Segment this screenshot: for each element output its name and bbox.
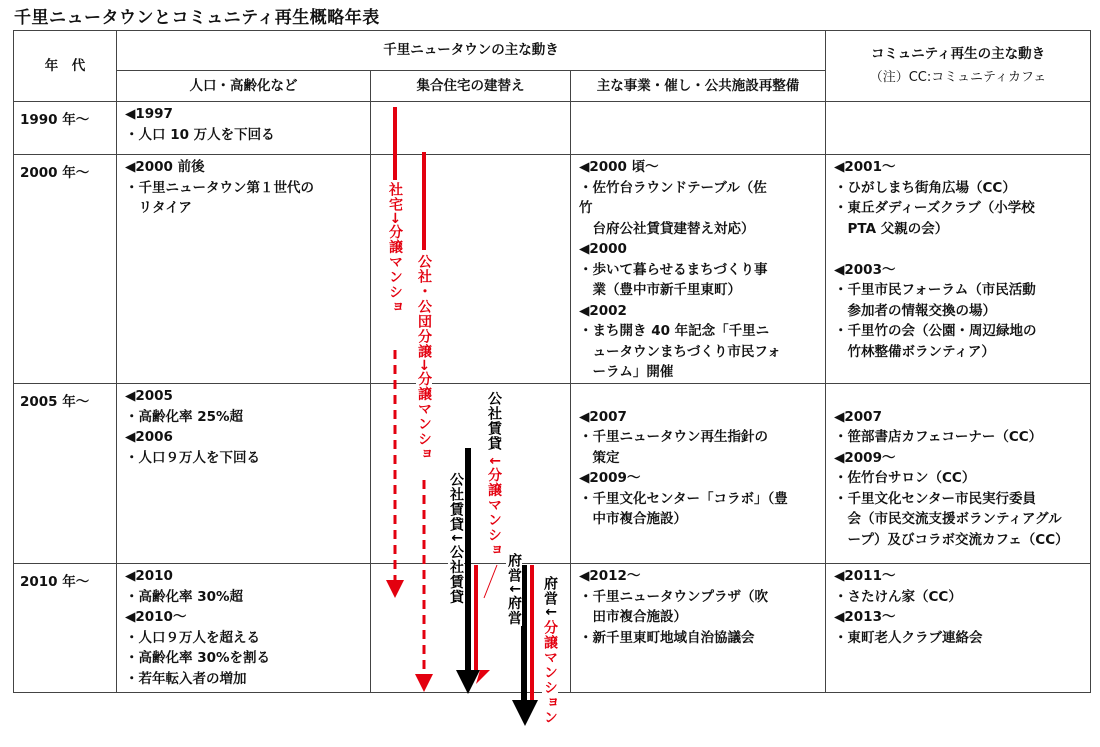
cell-line: ◀2007 [834, 408, 882, 425]
cell-line [834, 239, 1084, 260]
cell-line: ・千里文化センター「コラボ」（豊 [579, 490, 788, 507]
cell-line: ◀2002 [579, 302, 627, 319]
cell-line: ・人口９万人を下回る [125, 449, 260, 466]
cell-line: ・新千里東町地域自治協議会 [579, 629, 755, 646]
cell-line: ◀2007 [579, 408, 627, 425]
header-era: 年 代 [14, 31, 117, 102]
cell-line: ◀1997 [125, 106, 173, 122]
header-population: 人口・高齢化など [117, 71, 371, 102]
cell-line: ◀2009～ [834, 449, 896, 466]
flow-label-6-top: 府営↓ [542, 576, 558, 619]
cell-line: ・人口９万人を超える [125, 629, 260, 646]
cell-line: ・歩いて暮らせるまちづくり事 [579, 261, 768, 278]
cell-line: ・高齢化率 30%超 [125, 588, 244, 605]
cell-line: 竹 [579, 200, 593, 216]
cell-line [579, 386, 819, 407]
flow-label-6-bottom: 分譲マンション [542, 620, 558, 725]
cell-line: 中市複合施設） [579, 511, 687, 527]
header-group: 千里ニュータウンの主な動き [117, 31, 826, 71]
cell-line: ・東町老人クラブ連絡会 [834, 629, 983, 646]
cell-line: ・ひがしまち街角広場（CC） [834, 179, 1016, 196]
flow-label-3-top: 公社賃貸 [486, 391, 502, 451]
housing-2005 [371, 384, 571, 564]
cell-line: ◀2001～ [834, 159, 896, 175]
cell-line: ープ）及びコラボ交流カフェ（CC） [834, 531, 1069, 548]
header-community-note: （注）CC:コミュニティカフェ [869, 70, 1047, 85]
flow-arrow-5-head [512, 700, 538, 726]
flow-label-2: 公社・公団分譲→分譲マンショ [416, 254, 432, 462]
cell-line: 田市複合施設） [579, 609, 687, 625]
cell-line [834, 386, 1084, 407]
cell-line: ・千里ニュータウンプラザ（吹 [579, 588, 768, 605]
era-2000: 2000 年～ [14, 155, 117, 384]
cell-line: ・さたけん家（CC） [834, 588, 962, 605]
cell-line: 竹林整備ボランティア） [834, 343, 995, 360]
cell-line: ・千里竹の会（公園・周辺緑地の [834, 323, 1037, 339]
population-2010 [117, 564, 371, 693]
population-2000 [117, 155, 371, 384]
flow-label-4: 公社賃貸↓公社賃貸 [448, 472, 464, 605]
cell-line: ・千里文化センター市民実行委員 [834, 490, 1036, 507]
cell-line: PTA 父親の会） [834, 220, 949, 237]
cell-line: ◀2011～ [834, 568, 896, 584]
cell-line: ◀2010～ [125, 609, 187, 625]
community-1990 [826, 102, 1091, 155]
cell-line: ・高齢化率 30%を割る [125, 650, 271, 666]
cell-line: ・千里ニュータウン再生指針の [579, 429, 768, 445]
cell-line: 会（市民交流支援ボランティアグル [834, 511, 1062, 527]
era-2005: 2005 年～ [14, 384, 117, 564]
community-2005 [826, 384, 1091, 564]
cell-line: ・笹部書店カフェコーナー（CC） [834, 429, 1043, 445]
page-title: 千里ニュータウンとコミュニティ再生概略年表 [14, 8, 380, 28]
cell-line: ・高齢化率 25%超 [125, 408, 244, 425]
cell-line: ◀2000 [579, 241, 627, 257]
events-2010 [571, 564, 826, 693]
housing-2010 [371, 564, 571, 693]
housing-1990 [371, 102, 571, 155]
cell-line: 策定 [579, 449, 620, 466]
cell-line: ◀2009～ [579, 470, 641, 486]
cell-line: ◀2010 [125, 568, 173, 584]
cell-line: ・千里ニュータウン第１世代の [125, 179, 314, 196]
flow-label-5: 府営↓府営 [506, 553, 522, 626]
flow-label-1: 社宅→分譲マンショ [387, 182, 403, 315]
cell-line: ・佐竹台サロン（CC） [834, 470, 976, 486]
events-2000 [571, 155, 826, 384]
cell-line: ・佐竹台ラウンドテーブル（佐 [579, 179, 767, 196]
cell-line: 業（豊中市新千里東町） [579, 282, 741, 298]
cell-line: ◀2005 [125, 388, 173, 404]
cell-line: 参加者の情報交換の場） [834, 302, 997, 319]
cell-line: ◀2006 [125, 429, 173, 445]
events-2005 [571, 384, 826, 564]
community-2010 [826, 564, 1091, 693]
cell-line: ◀2000 頃～ [579, 159, 659, 175]
cell-line: ・人口 10 万人を下回る [125, 126, 275, 143]
flow-label-3-bottom: ↓分譲マンショ [486, 455, 502, 558]
population-2005 [117, 384, 371, 564]
cell-line: ・若年転入者の増加 [125, 670, 247, 687]
population-1990 [117, 102, 371, 155]
header-housing: 集合住宅の建替え [371, 71, 571, 102]
cell-line: ◀2012～ [579, 568, 641, 584]
cell-line: ュータウンまちづくり市民フォ [579, 343, 781, 360]
cell-line: 台府公社賃貸建替え対応） [579, 220, 755, 237]
cell-line: ◀2013～ [834, 609, 896, 625]
era-1990: 1990 年～ [14, 102, 117, 155]
header-community [826, 31, 1091, 102]
community-2000 [826, 155, 1091, 384]
header-community-title: コミュニティ再生の主な動き [870, 45, 1046, 62]
era-2010: 2010 年～ [14, 564, 117, 693]
cell-line: ◀2000 前後 [125, 159, 205, 175]
cell-line: リタイア [125, 200, 192, 216]
cell-line: ・東丘ダディーズクラブ（小学校 [834, 200, 1035, 216]
header-events: 主な事業・催し・公共施設再整備 [571, 71, 826, 102]
cell-line: ーラム」開催 [579, 364, 674, 380]
cell-line: ・千里市民フォーラム（市民活動 [834, 282, 1036, 298]
cell-line: ◀2003～ [834, 261, 896, 278]
cell-line: ・まち開き 40 年記念「千里ニ [579, 323, 770, 339]
events-1990 [571, 102, 826, 155]
